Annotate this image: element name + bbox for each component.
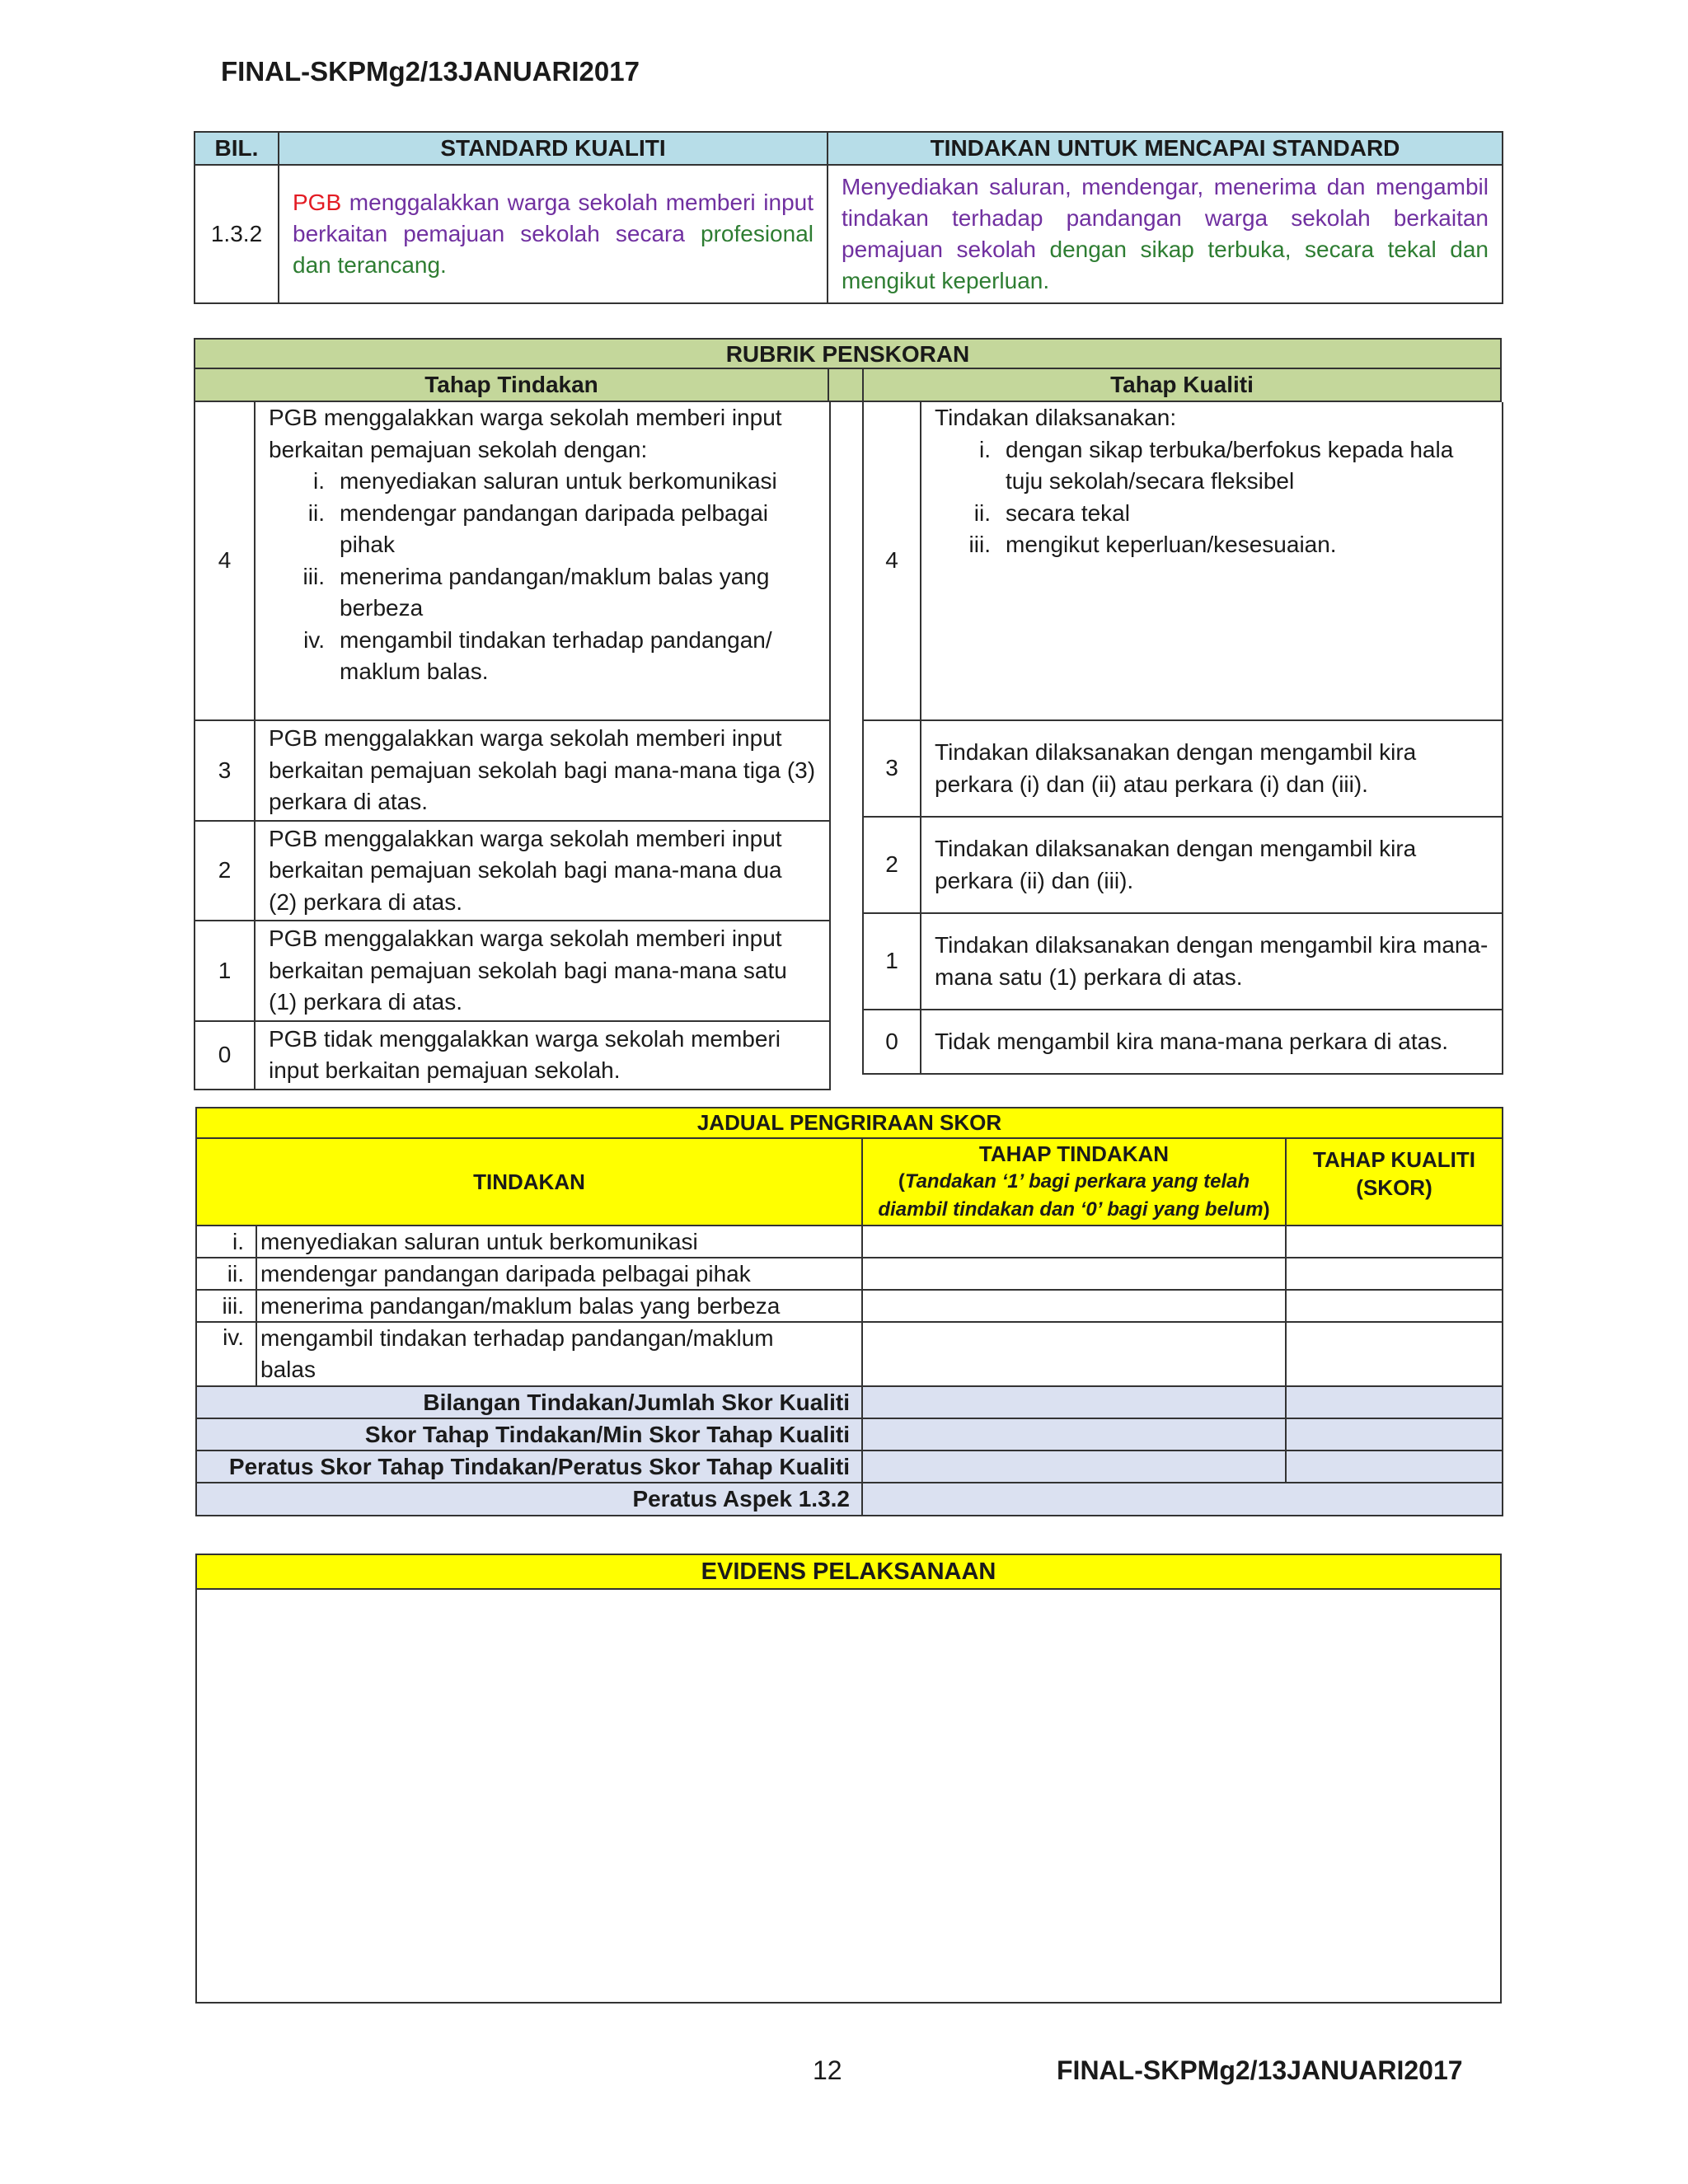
list-item: i. menyediakan saluran untuk berkomunikasi — [313, 468, 777, 494]
rubric-row-level-1 — [195, 921, 830, 1021]
rubric-row-level-1 — [863, 913, 1503, 1010]
column-header-tindakan: TINDAKAN UNTUK MENCAPAI STANDARD — [828, 132, 1503, 165]
tahap-kualiti-cell[interactable] — [1286, 1290, 1503, 1322]
level-intro: PGB menggalakkan warga sekolah memberi input berkaitan pemajuan sekolah dengan: — [269, 405, 782, 462]
level-description — [255, 402, 830, 720]
tindakan-quality-text: dengan sikap terbuka, secara tekal dan mengikut keperluan. — [842, 237, 1489, 293]
table-row: iv. mengambil tindakan terhadap pandangan/maklum balas — [196, 1322, 1503, 1386]
tindakan-description — [828, 165, 1503, 303]
summary-label: Peratus Aspek 1.3.2 — [196, 1483, 862, 1516]
list-item: iii. menerima pandangan/maklum balas yang berbeza — [302, 563, 770, 621]
rubric-row-level-4 — [863, 402, 1503, 720]
list-item: i. dengan sikap terbuka/berfokus kepada hala tuju sekolah/secara fleksibel — [979, 436, 1454, 494]
peratus-aspek-cell[interactable] — [862, 1483, 1503, 1516]
tahap-kualiti-cell[interactable] — [1286, 1322, 1503, 1386]
summary-label: Skor Tahap Tindakan/Min Skor Tahap Kualiti — [196, 1418, 862, 1451]
level-description — [921, 402, 1503, 720]
rubric-tahap-kualiti-table — [862, 402, 1503, 1075]
rubric-row-level-0 — [195, 1021, 830, 1090]
level-number: 2 — [863, 817, 921, 913]
table-row: ii. mendengar pandangan daripada pelbagai pihak — [196, 1258, 1503, 1290]
standard-quality-text: profesional dan terancang. — [293, 221, 814, 278]
column-header-tindakan: TINDAKAN — [196, 1138, 862, 1226]
evidens-title: EVIDENS PELAKSANAAN — [196, 1554, 1501, 1589]
level-description: Tidak mengambil kira mana-mana perkara di atas. — [921, 1010, 1503, 1074]
level-item-list — [935, 434, 1489, 561]
list-item: ii. mendengar pandangan daripada pelbagai pihak — [307, 499, 768, 557]
column-header-standard-kualiti: STANDARD KUALITI — [279, 132, 828, 165]
column-header-tahap-kualiti: TAHAP KUALITI (SKOR) — [1286, 1138, 1503, 1226]
level-intro: Tindakan dilaksanakan: — [935, 405, 1177, 430]
summary-tahap-kualiti-cell[interactable] — [1286, 1386, 1503, 1418]
document-code-footer: FINAL-SKPMg2/13JANUARI2017 — [1057, 2055, 1463, 2085]
tahap-tindakan-cell[interactable] — [862, 1322, 1286, 1386]
standard-main-text: menggalakkan warga sekolah memberi input berkaitan pemajuan sekolah secara — [293, 190, 814, 246]
level-description: Tindakan dilaksanakan dengan mengambil kira mana-mana satu (1) perkara di atas. — [921, 913, 1503, 1010]
level-number: 1 — [863, 913, 921, 1010]
summary-row — [196, 1451, 1503, 1483]
document-code-header: FINAL-SKPMg2/13JANUARI2017 — [221, 56, 640, 87]
column-header-tahap-tindakan-note: (Tandakan ‘1’ bagi perkara yang telah diambil tindakan dan ‘0’ bagi yang belum) — [878, 1170, 1270, 1221]
level-number: 4 — [195, 402, 255, 720]
list-item: ii. secara tekal — [973, 499, 1130, 526]
level-number: 0 — [195, 1021, 255, 1090]
column-header-tahap-tindakan-title: TAHAP TINDAKAN — [978, 1141, 1170, 1166]
summary-tahap-kualiti-cell[interactable] — [1286, 1418, 1503, 1451]
rubric-tahap-tindakan-table — [194, 402, 831, 1090]
level-number: 3 — [195, 720, 255, 821]
rubric-row-level-2 — [863, 817, 1503, 913]
level-description: PGB menggalakkan warga sekolah memberi input berkaitan pemajuan sekolah bagi mana-mana dua (2) perkara di atas. — [255, 821, 830, 921]
score-calculation-table — [195, 1107, 1503, 1516]
table-row: i. menyediakan saluran untuk berkomunikasi — [196, 1226, 1503, 1258]
evidens-content-area[interactable] — [196, 1589, 1501, 2003]
summary-row — [196, 1418, 1503, 1451]
rubric-row-level-3 — [195, 720, 830, 821]
summary-tahap-kualiti-cell[interactable] — [1286, 1451, 1503, 1483]
tahap-kualiti-cell[interactable] — [1286, 1258, 1503, 1290]
table-row: iii. menerima pandangan/maklum balas yang berbeza — [196, 1290, 1503, 1322]
level-description: Tindakan dilaksanakan dengan mengambil kira perkara (i) dan (ii) atau perkara (i) dan (iii). — [921, 720, 1503, 817]
tahap-tindakan-cell[interactable] — [862, 1290, 1286, 1322]
score-table-title: JADUAL PENGRIRAAN SKOR — [196, 1108, 1503, 1138]
rubric-header-tahap-kualiti: Tahap Kualiti — [862, 369, 1502, 402]
standard-pgb-text: PGB — [293, 190, 342, 215]
level-description: PGB menggalakkan warga sekolah memberi input berkaitan pemajuan sekolah bagi mana-mana tiga (3) perkara di atas. — [255, 720, 830, 821]
summary-label: Peratus Skor Tahap Tindakan/Peratus Skor Tahap Kualiti — [196, 1451, 862, 1483]
list-item: iii. mengikut keperluan/kesesuaian. — [968, 532, 1337, 557]
level-description: PGB menggalakkan warga sekolah memberi input berkaitan pemajuan sekolah bagi mana-mana satu (1) perkara di atas. — [255, 921, 830, 1021]
summary-tahap-tindakan-cell[interactable] — [862, 1386, 1286, 1418]
rubric-row-level-3 — [863, 720, 1503, 817]
rubric-title: RUBRIK PENSKORAN — [194, 338, 1502, 369]
list-item: iv. mengambil tindakan terhadap pandangan/ maklum balas. — [303, 626, 772, 684]
level-number: 3 — [863, 720, 921, 817]
level-description: PGB tidak menggalakkan warga sekolah memberi input berkaitan pemajuan sekolah. — [255, 1021, 830, 1090]
tahap-kualiti-cell[interactable] — [1286, 1226, 1503, 1258]
rubric-row-level-4 — [195, 402, 830, 720]
level-item-list — [269, 466, 816, 688]
summary-tahap-tindakan-cell[interactable] — [862, 1418, 1286, 1451]
level-description: Tindakan dilaksanakan dengan mengambil kira perkara (ii) dan (iii). — [921, 817, 1503, 913]
column-header-bil: BIL. — [195, 132, 279, 165]
evidens-table — [195, 1554, 1502, 2004]
level-number: 0 — [863, 1010, 921, 1074]
level-number: 1 — [195, 921, 255, 1021]
tindakan-main-text: Menyediakan saluran, mendengar, menerima dan mengambil tindakan terhadap pandangan warga sekolah berkaitan pemajuan sekolah — [842, 174, 1489, 262]
summary-tahap-tindakan-cell[interactable] — [862, 1451, 1286, 1483]
standard-description — [279, 165, 828, 303]
rubric-row-level-0 — [863, 1010, 1503, 1074]
tahap-tindakan-cell[interactable] — [862, 1226, 1286, 1258]
level-number: 4 — [863, 402, 921, 720]
rubric-row-level-2 — [195, 821, 830, 921]
rubric-header-spacer — [829, 369, 862, 402]
page-number: 12 — [813, 2055, 842, 2085]
summary-row — [196, 1483, 1503, 1516]
level-number: 2 — [195, 821, 255, 921]
rubric-header-tahap-tindakan: Tahap Tindakan — [194, 369, 829, 402]
summary-row — [196, 1386, 1503, 1418]
standard-number: 1.3.2 — [195, 165, 279, 303]
tahap-tindakan-cell[interactable] — [862, 1258, 1286, 1290]
summary-label: Bilangan Tindakan/Jumlah Skor Kualiti — [196, 1386, 862, 1418]
column-header-tahap-tindakan — [862, 1138, 1286, 1226]
standard-table — [194, 131, 1503, 304]
